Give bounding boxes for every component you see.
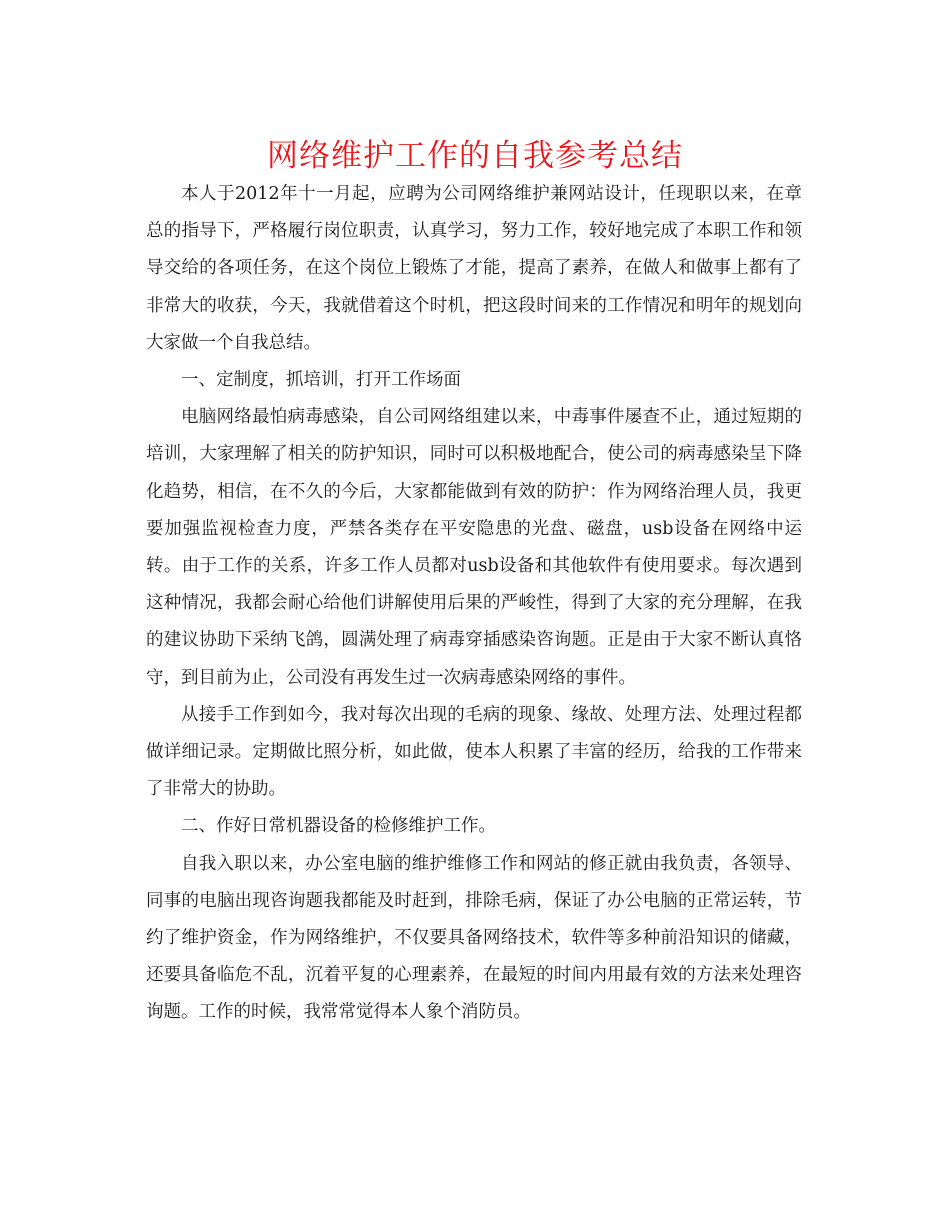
paragraph-fault-records: 从接手工作到如今，我对每次出现的毛病的现象、缘故、处理方法、处理过程都做详细记录。定期做比照分析，如此做，使本人积累了丰富的经历，给我的工作带来了非常大的协助。 bbox=[146, 704, 802, 800]
section-heading-one: 一、定制度，抓培训，打开工作场面 bbox=[181, 370, 461, 391]
paragraph-maintenance: 自我入职以来，办公室电脑的维护维修工作和网站的修正就由我负责，各领导、同事的电脑出现咨询题我都能及时赶到，排除毛病，保证了办公电脑的正常运转，节约了维护资金，作为网络维护，不仅要具备网络技术，软件等多种前沿知识的储藏，还要具备临危不乱，沉着平复的心理素养，在最短的时间内用最有效的方法来处理咨询题。工作的时候，我常常觉得本人象个消防员。 bbox=[146, 853, 802, 1023]
document-body bbox=[146, 176, 802, 1032]
document-title: 网络维护工作的自我参考总结 bbox=[267, 138, 683, 174]
section-heading-two: 二、作好日常机器设备的检修维护工作。 bbox=[181, 816, 496, 837]
paragraph-intro: 本人于2012年十一月起，应聘为公司网络维护兼网站设计，任现职以来，在章总的指导下，严格履行岗位职责，认真学习，努力工作，较好地完成了本职工作和领导交给的各项任务，在这个岗位上锻炼了才能，提高了素养，在做人和做事上都有了非常大的收获，今天，我就借着这个时机，把这段时间来的工作情况和明年的规划向大家做一个自我总结。 bbox=[146, 184, 802, 353]
paragraph-virus-protection: 电脑网络最怕病毒感染，自公司网络组建以来，中毒事件屡查不止，通过短期的培训，大家理解了相关的防护知识，同时可以积极地配合，使公司的病毒感染呈下降化趋势，相信，在不久的今后，大家都能做到有效的防护：作为网络治理人员，我更要加强监视检查力度，严禁各类存在平安隐患的光盘、磁盘，usb设备在网络中运转。由于工作的关系，许多工作人员都对usb设备和其他软件有使用要求。每次遇到这种情况，我都会耐心给他们讲解使用后果的严峻性，得到了大家的充分理解，在我的建议协助下采纳飞鸽，圆满处理了病毒穿插感染咨询题。正是由于大家不断认真恪守，到目前为止，公司没有再发生过一次病毒感染网络的事件。 bbox=[146, 407, 802, 688]
